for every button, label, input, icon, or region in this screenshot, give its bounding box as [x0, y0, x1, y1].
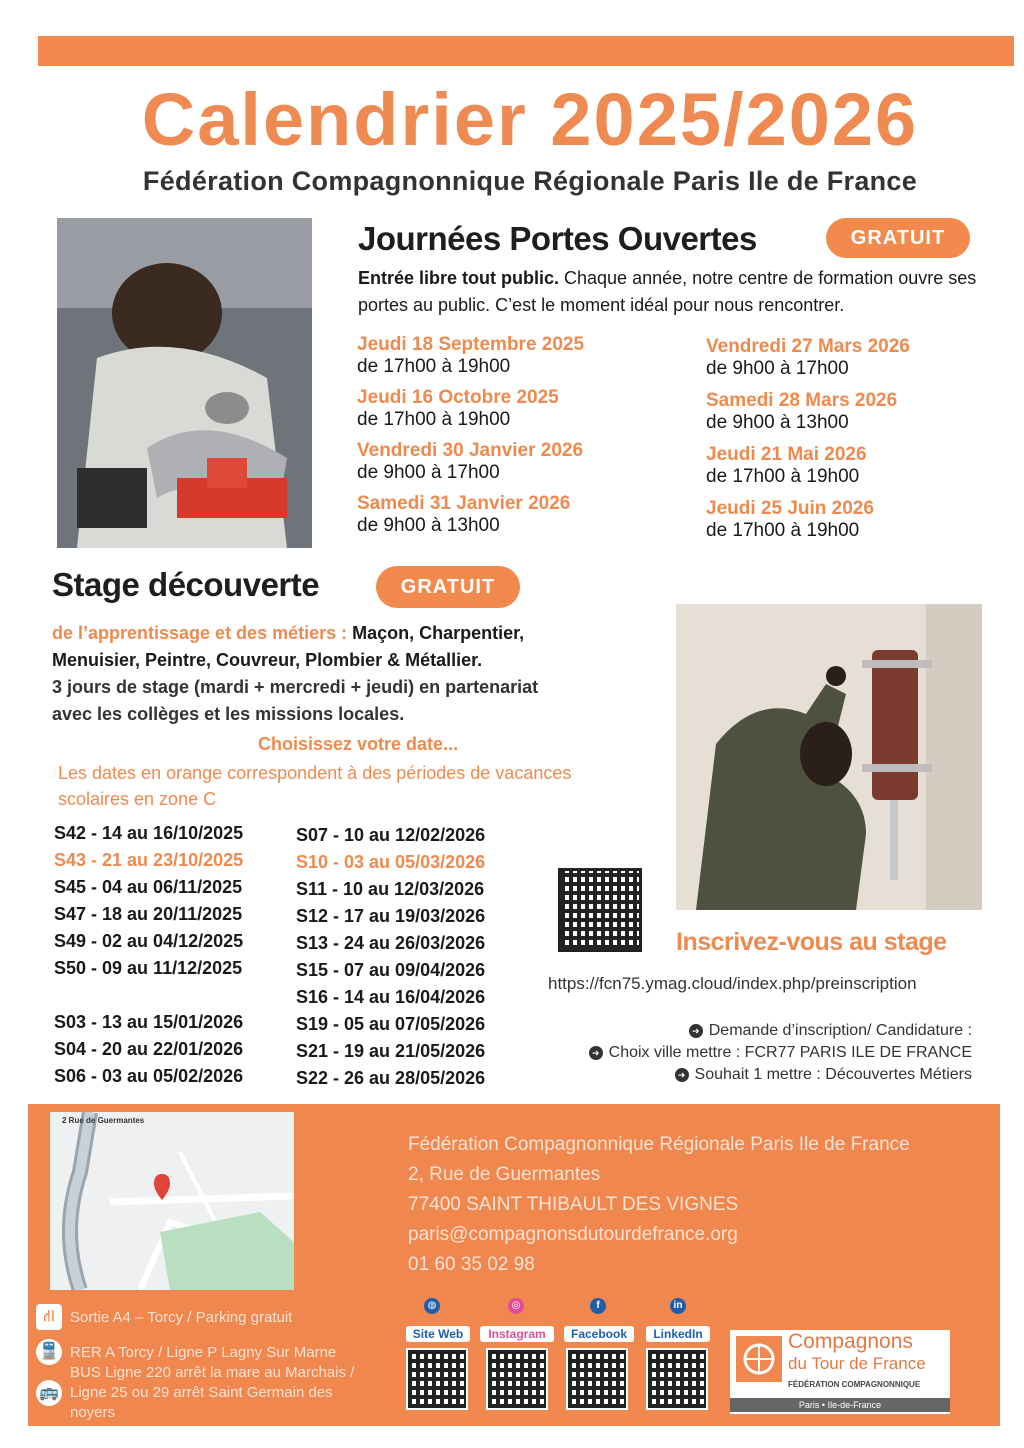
- week-item[interactable]: S45 - 04 au 06/11/2025: [54, 877, 243, 897]
- instagram-icon: ◎: [508, 1298, 524, 1314]
- access-item: [36, 1364, 396, 1421]
- open-day-item: [706, 336, 910, 390]
- logo-line2: du Tour de France: [788, 1354, 926, 1373]
- access-info: [36, 1300, 396, 1421]
- registration-steps: [520, 1020, 972, 1086]
- street-address: 2, Rue de Guermantes: [408, 1164, 601, 1185]
- registration-step: [520, 1064, 972, 1086]
- open-day-time: de 9h00 à 13h00: [706, 412, 849, 433]
- week-item-vacation[interactable]: S43 - 21 au 23/10/2025: [54, 850, 244, 870]
- open-day-date: Jeudi 21 Mai 2026: [706, 444, 867, 465]
- open-day-time: de 17h00 à 19h00: [357, 356, 511, 377]
- week-item[interactable]: S22 - 26 au 28/05/2026: [296, 1068, 486, 1088]
- open-day-time: de 17h00 à 19h00: [706, 520, 860, 541]
- logo-line1: Compagnons: [788, 1330, 913, 1353]
- social-label-facebook[interactable]: Facebook: [564, 1326, 634, 1342]
- access-text: RER A Torcy / Ligne P Lagny Sur Marne: [70, 1343, 337, 1361]
- access-item: [36, 1300, 396, 1334]
- logo-emblem-icon: [736, 1336, 782, 1382]
- registration-qr-code[interactable]: [558, 868, 642, 952]
- open-day-item: [357, 334, 584, 387]
- register-cta[interactable]: Inscrivez-vous au stage: [676, 928, 947, 956]
- page-title: Calendrier 2025/2026: [141, 78, 919, 161]
- social-links: [406, 1298, 716, 1416]
- open-days-left-column: [357, 334, 584, 546]
- week-item[interactable]: S04 - 20 au 22/01/2026: [54, 1039, 244, 1059]
- week-item[interactable]: S50 - 09 au 11/12/2025: [54, 958, 243, 978]
- website-qr-code[interactable]: [406, 1348, 468, 1410]
- open-day-date: Samedi 31 Janvier 2026: [357, 493, 571, 514]
- linkedin-qr-code[interactable]: [646, 1348, 708, 1410]
- stage-free-badge: GRATUIT: [376, 566, 520, 608]
- week-item[interactable]: S16 - 14 au 16/04/2026: [296, 987, 486, 1007]
- week-item[interactable]: S06 - 03 au 05/02/2026: [54, 1066, 244, 1086]
- registration-step-text: Choix ville mettre : FCR77 PARIS ILE DE FRANCE: [608, 1044, 972, 1061]
- open-days-heading: Journées Portes Ouvertes: [358, 220, 757, 257]
- highway-icon: ⛙: [36, 1304, 62, 1330]
- page-subtitle: Fédération Compagnonnique Régionale Paris Ile de France: [142, 166, 918, 196]
- org-name: Fédération Compagnonnique Régionale Paris Ile de France: [408, 1134, 910, 1155]
- open-day-time: de 9h00 à 17h00: [706, 358, 849, 379]
- week-item[interactable]: S12 - 17 au 19/03/2026: [296, 906, 486, 926]
- week-item[interactable]: S15 - 07 au 09/04/2026: [296, 960, 486, 980]
- weeks-right-column: [296, 822, 485, 1092]
- phone-number[interactable]: 01 60 35 02 98: [408, 1254, 535, 1275]
- registration-step-text: Demande d’inscription/ Candidature :: [708, 1022, 972, 1039]
- week-item-vacation[interactable]: S10 - 03 au 05/03/2026: [296, 852, 486, 872]
- open-day-item: [357, 493, 584, 546]
- logo-line3: FÉDÉRATION COMPAGNONNIQUE: [788, 1380, 921, 1389]
- social-label-website[interactable]: Site Web: [406, 1326, 470, 1342]
- globe-icon: ◍: [424, 1298, 440, 1314]
- open-day-time: de 17h00 à 19h00: [706, 466, 860, 487]
- choose-date-label: Choisissez votre date...: [258, 734, 459, 754]
- week-item[interactable]: S42 - 14 au 16/10/2025: [54, 823, 244, 843]
- map-address-label: 2 Rue de Guermantes: [62, 1116, 145, 1125]
- stage-heading: Stage découverte: [52, 566, 320, 603]
- arrow-right-icon: ➜: [589, 1046, 603, 1060]
- open-day-item: [706, 390, 910, 444]
- open-day-date: Jeudi 25 Juin 2026: [706, 498, 874, 519]
- social-label-instagram[interactable]: Instagram: [480, 1326, 554, 1342]
- stage-desc-intro: de l’apprentissage et des métiers :: [52, 623, 353, 643]
- stage-desc-line2: Menuisier, Peintre, Couvreur, Plombier & Métallier.: [52, 650, 483, 670]
- top-accent-bar: [38, 36, 1014, 66]
- workshop-photo: [57, 218, 312, 548]
- arrow-right-icon: ➜: [689, 1024, 703, 1038]
- week-item[interactable]: S13 - 24 au 26/03/2026: [296, 933, 486, 953]
- registration-step: [520, 1020, 972, 1042]
- open-day-date: Jeudi 18 Septembre 2025: [357, 334, 585, 355]
- stage-description: [52, 620, 652, 728]
- city-address: 77400 SAINT THIBAULT DES VIGNES: [408, 1194, 739, 1215]
- registration-step-text: Souhait 1 mettre : Découvertes Métiers: [694, 1066, 972, 1083]
- week-item[interactable]: S07 - 10 au 12/02/2026: [296, 825, 486, 845]
- week-item[interactable]: S19 - 05 au 07/05/2026: [296, 1014, 486, 1034]
- plumbing-photo: [676, 604, 982, 910]
- intro-bold: Entrée libre tout public.: [358, 268, 560, 288]
- open-day-time: de 17h00 à 19h00: [357, 409, 511, 430]
- open-day-item: [357, 440, 584, 493]
- vacation-note: Les dates en orange correspondent à des périodes de vacances scolaires en zone C: [58, 763, 572, 809]
- open-days-right-column: [706, 336, 910, 552]
- compagnons-logo: [730, 1330, 950, 1414]
- location-map[interactable]: [50, 1112, 294, 1290]
- open-days-intro: [358, 265, 988, 319]
- open-day-item: [706, 444, 910, 498]
- week-item[interactable]: S47 - 18 au 20/11/2025: [54, 904, 243, 924]
- access-text: BUS Ligne 220 arrêt la mare au Marchais / Ligne 25 ou 29 arrêt Saint Germain des noyers: [70, 1364, 355, 1421]
- open-day-date: Samedi 28 Mars 2026: [706, 390, 898, 411]
- week-item[interactable]: S03 - 13 au 15/01/2026: [54, 1012, 244, 1032]
- open-day-time: de 9h00 à 13h00: [357, 515, 500, 536]
- access-text: Sortie A4 – Torcy / Parking gratuit: [70, 1308, 293, 1326]
- stage-desc-line3: 3 jours de stage (mardi + mercredi + jeudi) en partenariat: [52, 677, 539, 697]
- weeks-left-column: [54, 820, 243, 1090]
- week-item[interactable]: S49 - 02 au 04/12/2025: [54, 931, 244, 951]
- week-item[interactable]: S11 - 10 au 12/03/2026: [296, 879, 485, 899]
- week-spacer: [54, 982, 243, 1009]
- stage-desc-line1: [52, 620, 652, 647]
- week-item[interactable]: S21 - 19 au 21/05/2026: [296, 1041, 486, 1061]
- intro-rest: Chaque année, notre centre de formation ouvre ses portes au public. C’est le moment idéal pour nous rencontrer.: [358, 268, 977, 315]
- stage-desc-line4: avec les collèges et les missions locales.: [52, 704, 405, 724]
- train-icon: 🚆: [36, 1339, 62, 1365]
- arrow-right-icon: ➜: [675, 1068, 689, 1082]
- stage-desc-trades: Maçon, Charpentier,: [352, 623, 525, 643]
- linkedin-icon: in: [670, 1298, 686, 1314]
- email-link[interactable]: paris@compagnonsdutourdefrance.org: [408, 1224, 738, 1245]
- facebook-icon: f: [590, 1298, 606, 1314]
- bus-icon: 🚌: [36, 1380, 62, 1406]
- logo-line4: Paris • Ile-de-France: [730, 1398, 950, 1412]
- open-days-free-badge: GRATUIT: [826, 218, 970, 258]
- open-day-date: Vendredi 30 Janvier 2026: [357, 440, 584, 461]
- registration-url[interactable]: https://fcn75.ymag.cloud/index.php/preinscription: [548, 974, 917, 993]
- open-day-date: Jeudi 16 Octobre 2025: [357, 387, 559, 408]
- facebook-qr-code[interactable]: [566, 1348, 628, 1410]
- footer-address: [408, 1130, 910, 1280]
- open-day-item: [357, 387, 584, 440]
- open-day-item: [706, 498, 910, 552]
- social-label-linkedin[interactable]: LinkedIn: [646, 1326, 710, 1342]
- open-day-time: de 9h00 à 17h00: [357, 462, 500, 483]
- open-day-date: Vendredi 27 Mars 2026: [706, 336, 910, 357]
- instagram-qr-code[interactable]: [486, 1348, 548, 1410]
- registration-step: [520, 1042, 972, 1064]
